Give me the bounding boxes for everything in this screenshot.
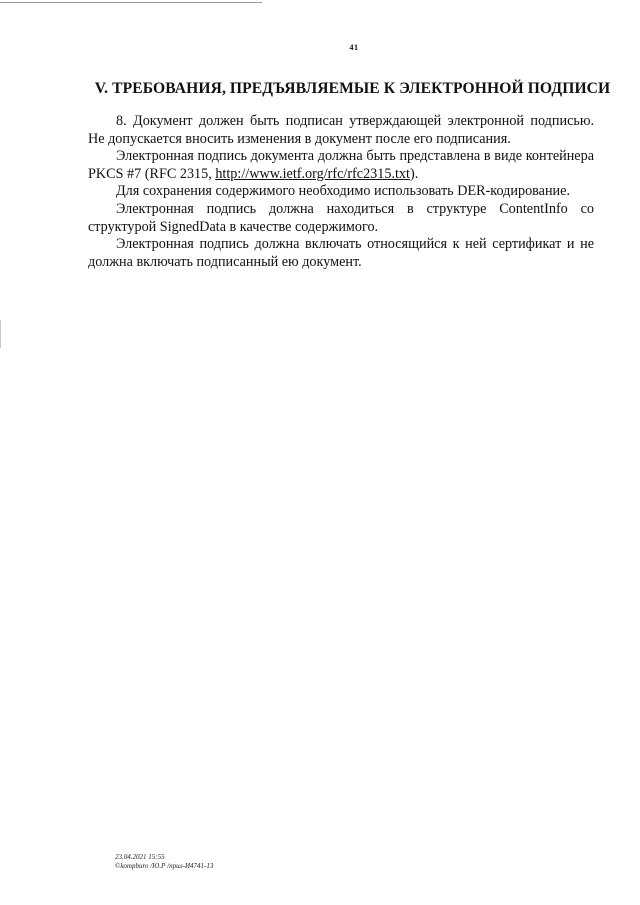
paragraph-2 — [88, 148, 594, 183]
stamp-source-line — [115, 862, 213, 871]
page-number: 41 — [349, 43, 359, 52]
top-rule — [0, 2, 262, 3]
margin-mark — [0, 320, 1, 348]
document-stamp — [115, 853, 213, 871]
stamp-source: kompburo /Ю.Р /прил-И4741-13 — [120, 862, 214, 870]
paragraph-3: Для сохранения содержимого необходимо использовать DER-кодирование. — [116, 183, 570, 200]
paragraph-2-text: Электронная подпись документа должна быть представлена в виде контейнера PKCS #7 (RFC 2315, — [88, 148, 594, 182]
stamp-timestamp: 23.04.2021 15:55 — [115, 853, 165, 861]
paragraph-4: Электронная подпись должна находиться в структуре ContentInfo со структурой SignedData в качестве содержимого. — [88, 200, 594, 235]
section-title: V. ТРЕБОВАНИЯ, ПРЕДЪЯВЛЯЕМЫЕ К ЭЛЕКТРОННОЙ ПОДПИСИ — [94, 80, 611, 97]
rfc-link[interactable]: http://www.ietf.org/rfc/rfc2315.txt — [215, 165, 410, 182]
paragraph-5: Электронная подпись должна включать относящийся к ней сертификат и не должна включать подписанный ею документ. — [88, 236, 594, 270]
paragraph-1: 8. Документ должен быть подписан утверждающей электронной подписью. Не допускается вносить изменения в документ после его подписания. — [88, 113, 594, 147]
document-body — [88, 113, 594, 271]
paragraph-2-end: ). — [409, 165, 419, 182]
copyright-icon: © — [115, 862, 121, 870]
